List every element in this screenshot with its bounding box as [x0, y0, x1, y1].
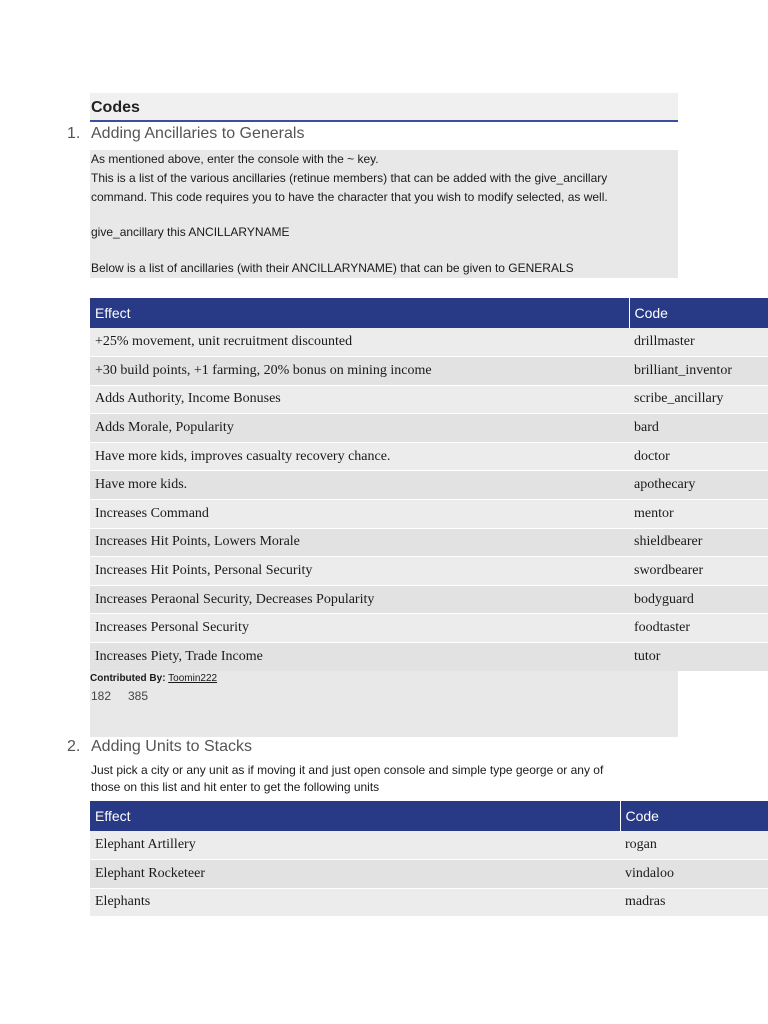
page-title-bar — [90, 93, 678, 122]
code-cell: tutor — [629, 643, 768, 672]
code-cell: madras — [620, 888, 768, 917]
effect-cell: Increases Piety, Trade Income — [90, 643, 629, 672]
table-row — [90, 557, 768, 586]
section2-intro-text: Just pick a city or any unit as if moving it and just open console and simple type george or any of those on this list and hit enter to get the following units — [91, 763, 604, 794]
section1-intro-text: As mentioned above, enter the console with the ~ key. This is a list of the various ancillaries (retinue members) that can be added with the give_ancillary command. This code requires you to have the character that you wish to modify selected, as well. — [91, 152, 608, 204]
effect-cell: Adds Authority, Income Bonuses — [90, 385, 629, 414]
section2-title: Adding Units to Stacks — [91, 738, 252, 755]
table-row — [90, 528, 768, 557]
code-cell: mentor — [629, 500, 768, 529]
code-cell: bodyguard — [629, 585, 768, 614]
stat-b: 385 — [128, 689, 149, 703]
column-header-code: Code — [620, 801, 768, 831]
effect-cell: +25% movement, unit recruitment discounted — [90, 328, 629, 357]
code-cell: scribe_ancillary — [629, 385, 768, 414]
table-row — [90, 442, 768, 471]
table-row — [90, 414, 768, 443]
column-header-code: Code — [629, 298, 768, 328]
code-cell: bard — [629, 414, 768, 443]
effect-cell: Have more kids. — [90, 471, 629, 500]
table-row — [90, 860, 768, 889]
code-cell: doctor — [629, 442, 768, 471]
effect-cell: Adds Morale, Popularity — [90, 414, 629, 443]
table-row — [90, 385, 768, 414]
section1-list-intro: Below is a list of ancillaries (with their ANCILLARYNAME) that can be given to GENERALS — [91, 261, 574, 275]
table-row — [90, 500, 768, 529]
code-cell: apothecary — [629, 471, 768, 500]
table-row — [90, 643, 768, 672]
table-row — [90, 585, 768, 614]
code-cell: foodtaster — [629, 614, 768, 643]
table-row — [90, 888, 768, 917]
contributor-line — [90, 673, 217, 684]
effect-cell: Increases Hit Points, Personal Security — [90, 557, 629, 586]
effect-cell: +30 build points, +1 farming, 20% bonus on mining income — [90, 357, 629, 386]
table-row — [90, 328, 768, 357]
effect-cell: Increases Hit Points, Lowers Morale — [90, 528, 629, 557]
code-cell: brilliant_inventor — [629, 357, 768, 386]
effect-cell: Elephants — [90, 888, 620, 917]
code-cell: drillmaster — [629, 328, 768, 357]
section2-number: 2. — [67, 738, 81, 755]
table-row — [90, 471, 768, 500]
code-cell: shieldbearer — [629, 528, 768, 557]
effect-cell: Have more kids, improves casualty recovery chance. — [90, 442, 629, 471]
table-row — [90, 831, 768, 860]
page-title: Codes — [91, 99, 140, 116]
column-header-effect: Effect — [90, 801, 620, 831]
effect-cell: Elephant Rocketeer — [90, 860, 620, 889]
units-table — [90, 801, 768, 917]
code-cell: vindaloo — [620, 860, 768, 889]
section1-number: 1. — [67, 125, 81, 142]
code-cell: swordbearer — [629, 557, 768, 586]
section1-command-syntax: give_ancillary this ANCILLARYNAME — [91, 225, 290, 239]
contributed-by-label: Contributed By: — [90, 673, 166, 684]
contributor-link[interactable]: Toomin222 — [168, 673, 218, 684]
effect-cell: Increases Peraonal Security, Decreases Popularity — [90, 585, 629, 614]
table-row — [90, 614, 768, 643]
ancillaries-table — [90, 298, 768, 672]
stat-a: 182 — [91, 689, 112, 703]
effect-cell: Increases Command — [90, 500, 629, 529]
effect-cell: Increases Personal Security — [90, 614, 629, 643]
effect-cell: Elephant Artillery — [90, 831, 620, 860]
code-cell: rogan — [620, 831, 768, 860]
table-row — [90, 357, 768, 386]
column-header-effect: Effect — [90, 298, 629, 328]
section1-title: Adding Ancillaries to Generals — [91, 125, 305, 142]
